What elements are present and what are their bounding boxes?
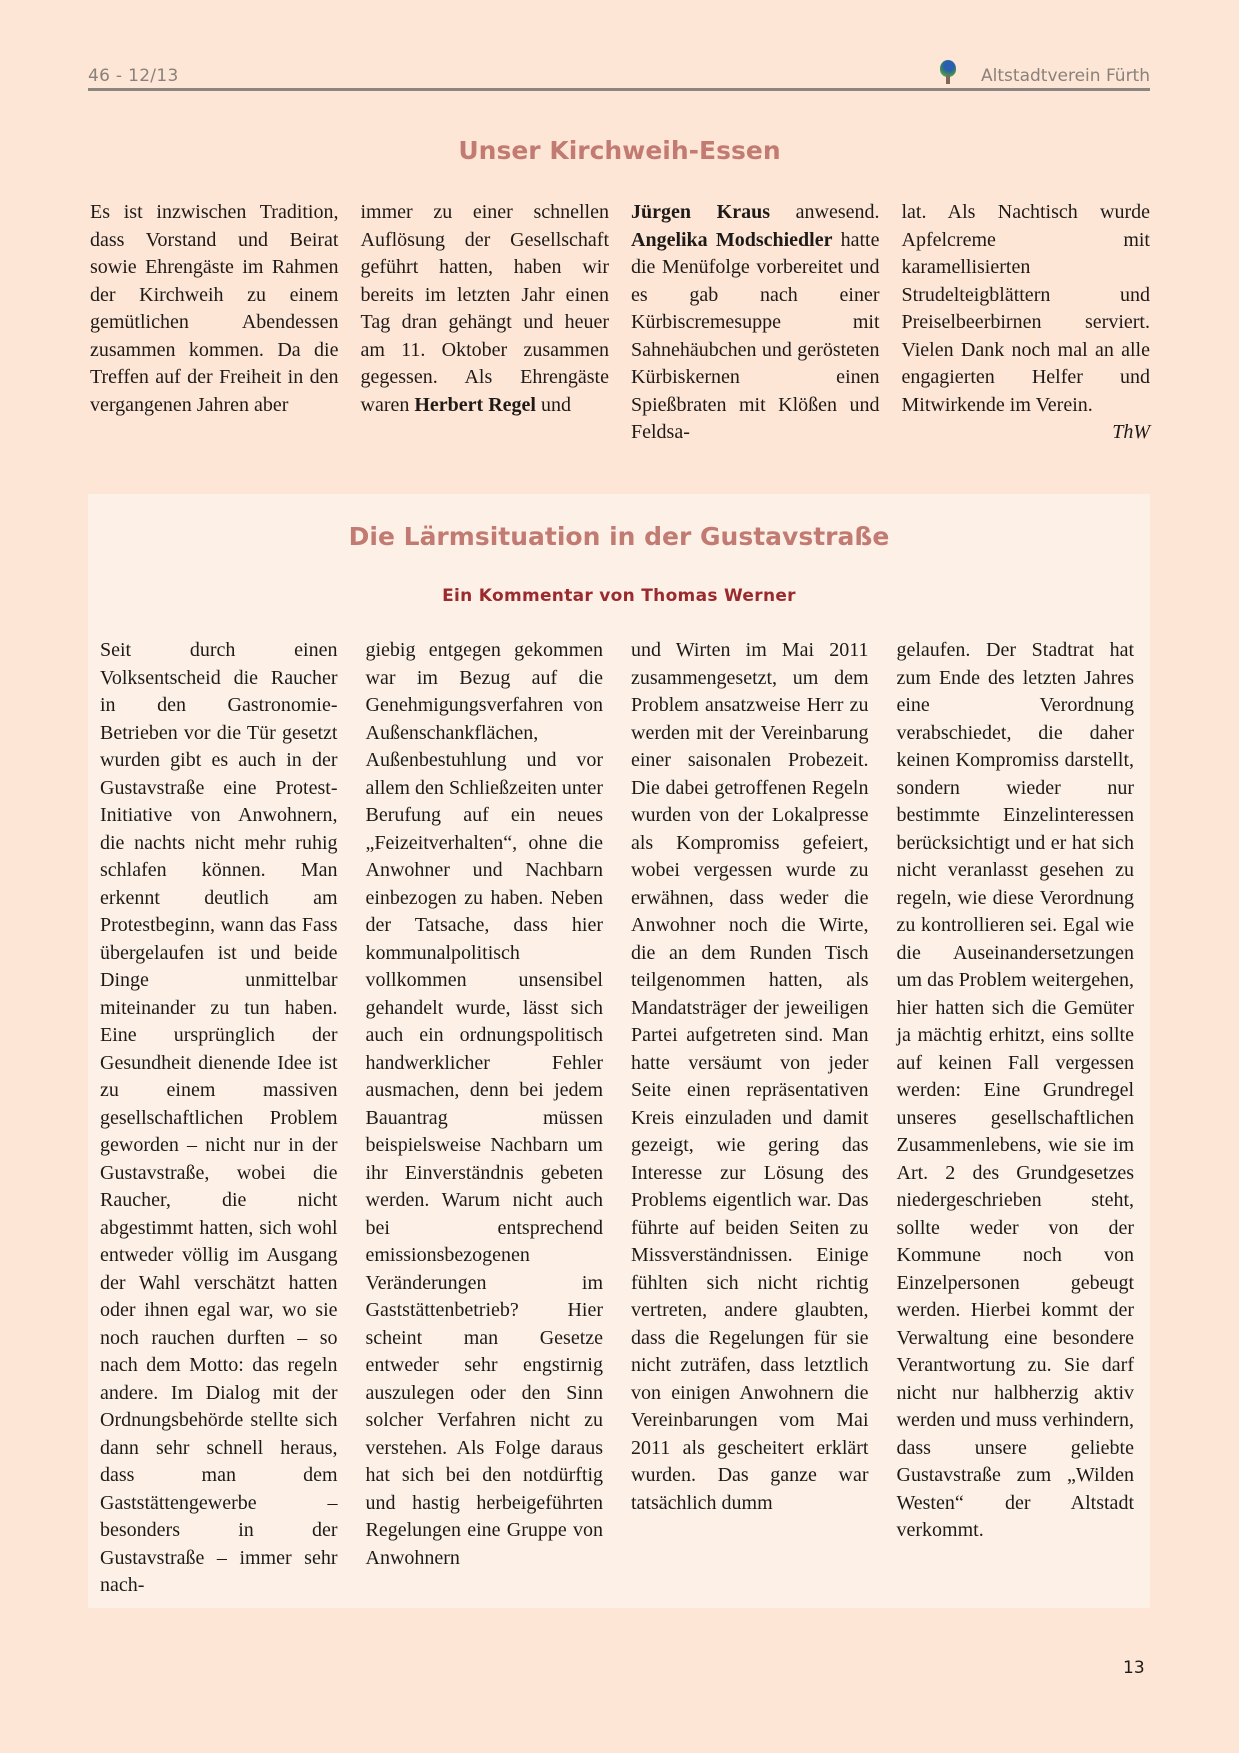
article2-paragraph: gelaufen. Der Stadtrat hat zum Ende des letzten Jahres eine Verordnung verabschiedet, die daher keinen Kompromiss darstellt, sondern wieder nur bestimmte Einzelinteressen berücksichtigt und er hat sich nicht veranlasst gesehen zu regeln, wie diese Verordnung zu kontrollieren sei. Egal wie die Auseinandersetzungen um das Problem weitergehen, hier hatten sich die Gemüter ja mächtig erhitzt, eins sollte auf keinen Fall vergessen werden: Eine Grundregel unseres gesellschaftlichen Zusammenlebens, wie sie im Art. 2 des Grundgesetzes niedergeschrieben steht, sollte weder von der Kommune noch von Einzelpersonen gebeugt werden. Hierbei kommt der Verwaltung eine besondere Verantwortung zu. Sie darf nicht nur halbherzig aktiv werden und muss verhindern, dass unsere geliebte Gustavstraße zum „Wilden Westen“ der Altstadt verkommt. [896, 639, 1134, 1541]
article1-title: Unser Kirchweih-Essen [458, 136, 781, 165]
article1-column-1 [90, 199, 339, 447]
page-header [88, 62, 1150, 91]
article1-column-4 [902, 199, 1151, 447]
issue-number: 46 - 12/13 [88, 66, 179, 86]
guest-name: Herbert Regel [414, 393, 536, 416]
article1-text: hatte die Menüfolge vorbereitet und es gab nach einer Kürbiscremesuppe mit Sahnehäubchen und gerösteten Kürbiskernen einen Spießbraten mit Klößen und Feldsa- [631, 228, 880, 443]
article2-column-1 [100, 637, 338, 1600]
article2-paragraph: und Wirten im Mai 2011 zusammengesetzt, um dem Problem ansatzweise Herr zu werden mit der Vereinbarung einer saisonalen Probezeit. Die dabei getroffenen Regeln wurden von der Lokalpresse als Kompromiss gefeiert, wobei vergessen wurde zu erwähnen, dass weder die Anwohner noch die Wirte, die an dem Runden Tisch teilgenommen hatten, als Mandatsträger der jeweiligen Partei aufgetreten sind. Man hatte versäumt von jeder Seite einen repräsentativen Kreis einzuladen und damit gezeigt, wie gering das Interesse zur Lösung des Problems eigentlich war. Das führte auf beiden Seiten zu Missverständnissen. Einige fühlten sich nicht richtig vertreten, andere glaubten, dass die Regelungen für sie nicht zuträfen, dass letztlich von einigen Anwohnern die Vereinbarungen vom Mai 2011 als gescheitert erklärt wurden. Das ganze war tatsächlich dumm [631, 639, 869, 1514]
article2-column-3 [631, 637, 869, 1600]
guest-name: Jürgen Kraus [631, 201, 770, 223]
article1-paragraph [361, 199, 610, 419]
article2-byline: Ein Kommentar von Thomas Werner [442, 586, 796, 606]
article2-column-2 [366, 637, 604, 1600]
article1-text: und [540, 393, 571, 416]
article2-paragraph: giebig entgegen gekommen war im Bezug auf die Genehmigungsverfahren von Außenschankflächen, Außenbestuhlung und vor allem den Schließzeiten unter Berufung auf ein neues „Feizeitverhalten“, ohne die Anwohner und Nachbarn einbezogen zu haben. Neben der Tatsache, dass hier kommunalpolitisch vollkommen unsensibel gehandelt wurde, lässt sich auch ein ordnungspolitisch handwerklicher Fehler ausmachen, denn bei jedem Bauantrag müssen beispielsweise Nachbarn um ihr Einverständnis gebeten werden. Warum nicht auch bei entsprechend emissionsbezogenen Veränderungen im Gaststättenbetrieb? Hier scheint man Gesetze entweder sehr engstirnig auszulegen oder den Sinn solcher Verfahren nicht zu verstehen. Als Folge daraus hat sich bei den notdürftig und hastig herbeigeführten Regelungen eine Gruppe von Anwohnern [365, 639, 603, 1569]
article1-paragraph [631, 199, 880, 447]
organization [939, 60, 1150, 86]
article1-paragraph: Es ist inzwischen Tradition, dass Vorstand und Beirat sowie Ehrengäste im Rahmen der Kirchweih zu einem gemütlichen Abendessen zusammen kommen. Da die Treffen auf der Freiheit in den vergangenen Jahren aber [90, 201, 339, 416]
commentary-box [88, 494, 1150, 1608]
article1-text: immer zu einer schnellen Auflösung der Gesellschaft geführt hatten, haben wir bereits im letzten Jahr einen Tag dran gehängt und heuer am 11. Oktober zusammen gegessen. Als Ehrengäste waren [360, 201, 609, 416]
cook-name: Angelika Modschiedler [631, 228, 833, 251]
article1-paragraph: lat. Als Nachtisch wurde Apfelcreme mit karamellisierten Strudelteigblättern und Preiselbeerbirnen serviert. Vielen Dank noch mal an alle engagierten Helfer und Mitwirkende im Verein. [901, 201, 1150, 416]
article2-body [100, 637, 1134, 1600]
page-number: 13 [1123, 1658, 1145, 1678]
organization-name: Altstadtverein Fürth [981, 66, 1150, 86]
author-signature: ThW [1112, 421, 1150, 443]
article1-body [90, 199, 1150, 447]
article2-paragraph: Seit durch einen Volksentscheid die Raucher in den Gastronomie-Betrieben vor die Tür gesetzt wurden gibt es auch in der Gustavstraße eine Protest-Initiative von Anwohnern, die nachts nicht mehr ruhig schlafen können. Man erkennt deutlich am Protestbeginn, wann das Fass übergelaufen ist und beide Dinge unmittelbar miteinander zu tun haben. Eine ursprünglich der Gesundheit dienende Idee ist zu einem massiven gesellschaftlichen Problem geworden – nicht nur in der Gustavstraße, wobei die Raucher, die nicht abgestimmt hatten, sich wohl entweder völlig im Ausgang der Wahl verschätzt hatten oder ihnen egal war, wo sie noch rauchen durften – so nach dem Motto: das regeln andere. Im Dialog mit der Ordnungsbehörde stellte sich dann sehr schnell heraus, dass man dem Gaststättengewerbe – besonders in der Gustavstraße – immer sehr nach- [100, 639, 338, 1596]
tree-logo-icon [939, 60, 957, 84]
article1-column-3 [631, 199, 880, 447]
article1-text: anwesend. [795, 201, 880, 223]
article2-column-4 [897, 637, 1135, 1600]
article1-column-2 [361, 199, 610, 447]
article2-title: Die Lärmsituation in der Gustavstraße [348, 522, 890, 551]
